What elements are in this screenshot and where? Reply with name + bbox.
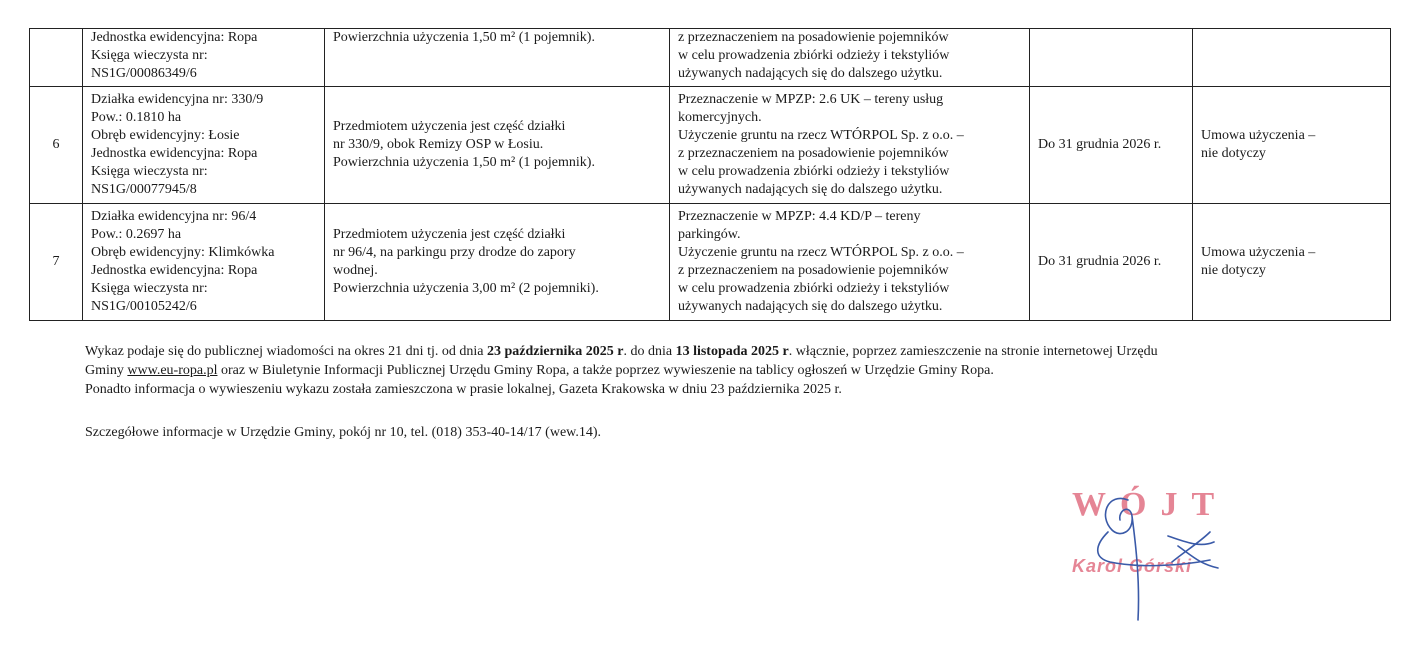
location-line: Jednostka ewidencyjna: Ropa	[91, 263, 258, 278]
official-stamp	[1060, 486, 1250, 626]
table-row	[30, 29, 1391, 87]
footer-line-3: Ponadto informacja o wywieszeniu wykazu została zamieszczona w prasie lokalnej, Gazeta Krakowska w dniu 23 października 2025 r.	[85, 382, 842, 397]
location-line: Jednostka ewidencyjna: Ropa	[91, 30, 258, 45]
description-line: nr 330/9, obok Remizy OSP w Łosiu.	[333, 137, 544, 152]
location-line: NS1G/00105242/6	[91, 299, 197, 314]
footer-text: . do dnia	[623, 344, 676, 359]
footer-text: Gminy	[85, 363, 128, 378]
footer-line-2	[85, 362, 994, 380]
contact-info: Szczegółowe informacje w Urzędzie Gminy, pokój nr 10, tel. (018) 353-40-14/17 (wew.14).	[85, 425, 602, 440]
location-line: Księga wieczysta nr:	[91, 48, 208, 63]
purpose-cell	[670, 87, 1030, 204]
purpose-line: Przeznaczenie w MPZP: 4.4 KD/P – tereny	[678, 209, 921, 224]
description-cell	[325, 87, 670, 204]
description-cell	[325, 29, 670, 87]
form-line: Umowa użyczenia –	[1201, 245, 1316, 260]
description-line: Powierzchnia użyczenia 1,50 m² (1 pojemnik).	[333, 155, 595, 170]
purpose-line: komercyjnych.	[678, 110, 762, 125]
location-line: Jednostka ewidencyjna: Ropa	[91, 146, 258, 161]
location-line: Obręb ewidencyjny: Łosie	[91, 128, 240, 143]
footer-line-1	[85, 343, 1158, 361]
form-line: nie dotyczy	[1201, 146, 1266, 161]
location-cell	[83, 29, 325, 87]
term-cell	[1030, 204, 1193, 321]
stamp-name: Karol Górski	[1072, 556, 1193, 576]
purpose-line: w celu prowadzenia zbiórki odzieży i tekstyliów	[678, 164, 950, 179]
description-line: Powierzchnia użyczenia 1,50 m² (1 pojemnik).	[333, 30, 595, 45]
footer-text: Wykaz podaje się do publicznej wiadomości na okres 21 dni tj. od dnia	[85, 344, 487, 359]
purpose-cell	[670, 204, 1030, 321]
description-cell	[325, 204, 670, 321]
purpose-line: z przeznaczeniem na posadowienie pojemników	[678, 30, 949, 45]
purpose-line: Przeznaczenie w MPZP: 2.6 UK – tereny usług	[678, 92, 944, 107]
location-line: Działka ewidencyjna nr: 96/4	[91, 209, 257, 224]
purpose-cell	[670, 29, 1030, 87]
row-number: 6	[52, 137, 60, 152]
purpose-line: z przeznaczeniem na posadowienie pojemników	[678, 263, 949, 278]
agreement-form-cell	[1193, 29, 1391, 87]
term-cell	[1030, 87, 1193, 204]
location-line: Obręb ewidencyjny: Klimkówka	[91, 245, 275, 260]
term-value: Do 31 grudnia 2026 r.	[1038, 254, 1162, 269]
footer-text: oraz w Biuletynie Informacji Publicznej Urzędu Gminy Ropa, a także poprzez wywieszenie na tablicy ogłoszeń w Urzędzie Gminy Ropa.	[217, 363, 994, 378]
description-line: nr 96/4, na parkingu przy drodze do zapory	[333, 245, 576, 260]
term-value: Do 31 grudnia 2026 r.	[1038, 137, 1162, 152]
end-date: 13 listopada 2025 r	[675, 344, 789, 359]
agreement-form-cell	[1193, 87, 1391, 204]
purpose-line: używanych nadających się do dalszego użytku.	[678, 182, 943, 197]
location-line: Działka ewidencyjna nr: 330/9	[91, 92, 264, 107]
location-cell	[83, 87, 325, 204]
form-line: nie dotyczy	[1201, 263, 1266, 278]
agreement-form-cell	[1193, 204, 1391, 321]
description-line: wodnej.	[333, 263, 378, 278]
purpose-line: z przeznaczeniem na posadowienie pojemników	[678, 146, 949, 161]
stamp-title: WÓJT	[1072, 486, 1229, 523]
start-date: 23 października 2025 r	[486, 344, 624, 359]
purpose-line: używanych nadających się do dalszego użytku.	[678, 66, 943, 81]
purpose-line: w celu prowadzenia zbiórki odzieży i tekstyliów	[678, 48, 950, 63]
location-cell	[83, 204, 325, 321]
row-number-cell	[30, 87, 83, 204]
form-line: Umowa użyczenia –	[1201, 128, 1316, 143]
purpose-line: Użyczenie gruntu na rzecz WTÓRPOL Sp. z o.o. –	[678, 245, 964, 260]
footer-text: . włącznie, poprzez zamieszczenie na stronie internetowej Urzędu	[788, 344, 1158, 359]
table-body	[30, 29, 1391, 321]
description-line: Przedmiotem użyczenia jest część działki	[333, 119, 566, 134]
description-line: Powierzchnia użyczenia 3,00 m² (2 pojemniki).	[333, 281, 599, 296]
purpose-line: Użyczenie gruntu na rzecz WTÓRPOL Sp. z o.o. –	[678, 128, 964, 143]
property-list-table	[29, 28, 1391, 321]
location-line: Księga wieczysta nr:	[91, 164, 208, 179]
location-line: Księga wieczysta nr:	[91, 281, 208, 296]
purpose-line: używanych nadających się do dalszego użytku.	[678, 299, 943, 314]
location-line: Pow.: 0.1810 ha	[91, 110, 182, 125]
location-line: Pow.: 0.2697 ha	[91, 227, 182, 242]
location-line: NS1G/00077945/8	[91, 182, 197, 197]
website-link[interactable]: www.eu-ropa.pl	[127, 363, 218, 378]
purpose-line: parkingów.	[678, 227, 741, 242]
location-line: NS1G/00086349/6	[91, 66, 197, 81]
row-number-cell	[30, 204, 83, 321]
purpose-line: w celu prowadzenia zbiórki odzieży i tekstyliów	[678, 281, 950, 296]
term-cell	[1030, 29, 1193, 87]
row-number: 7	[52, 254, 60, 269]
table-row	[30, 87, 1391, 204]
table-row	[30, 204, 1391, 321]
description-line: Przedmiotem użyczenia jest część działki	[333, 227, 566, 242]
handwritten-signature	[1060, 486, 1250, 626]
row-number-cell	[30, 29, 83, 87]
